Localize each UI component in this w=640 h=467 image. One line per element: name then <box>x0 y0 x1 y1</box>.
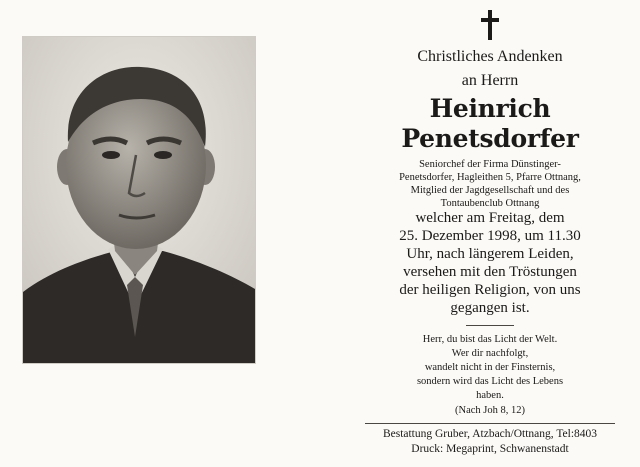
first-name: Heinrich <box>429 94 551 123</box>
verse-line: haben. <box>476 390 504 401</box>
description-line: Penetsdorfer, Hagleithen 5, Pfarre Ottnang, <box>399 172 581 183</box>
verse-reference: (Nach Joh 8, 12) <box>455 405 525 416</box>
funeral-home-line: Bestattung Gruber, Atzbach/Ottnang, Tel:8403 <box>382 428 598 440</box>
verse-line: Wer dir nachfolgt, <box>451 348 529 359</box>
death-notice-line: der heiligen Religion, von uns <box>399 282 581 298</box>
verse-line: sondern wird das Licht des Lebens <box>416 376 564 387</box>
cross-icon <box>480 10 500 40</box>
death-notice-line: gegangen ist. <box>450 300 530 316</box>
printer-line: Druck: Megaprint, Schwanenstadt <box>411 443 569 455</box>
description-line: Mitglied der Jagdgesellschaft und des <box>410 185 570 196</box>
intro-line-1: Christliches Andenken <box>417 48 563 65</box>
footer-divider <box>365 423 615 424</box>
verse-line: wandelt nicht in der Finsternis, <box>424 362 556 373</box>
death-notice-line: welcher am Freitag, dem <box>415 210 565 226</box>
description-line: Tontaubenclub Ottnang <box>440 198 540 209</box>
short-divider <box>466 325 514 326</box>
death-notice-line: 25. Dezember 1998, um 11.30 <box>399 228 581 244</box>
portrait-photo <box>22 36 256 364</box>
last-name: Penetsdorfer <box>401 124 579 153</box>
death-notice-line: versehen mit den Tröstungen <box>403 264 577 280</box>
description-line: Seniorchef der Firma Dünstinger- <box>419 159 561 170</box>
death-notice-line: Uhr, nach längerem Leiden, <box>406 246 574 262</box>
text-column <box>345 0 635 467</box>
portrait-image <box>23 37 255 363</box>
verse-line: Herr, du bist das Licht der Welt. <box>422 334 558 345</box>
intro-line-2: an Herrn <box>461 72 519 89</box>
